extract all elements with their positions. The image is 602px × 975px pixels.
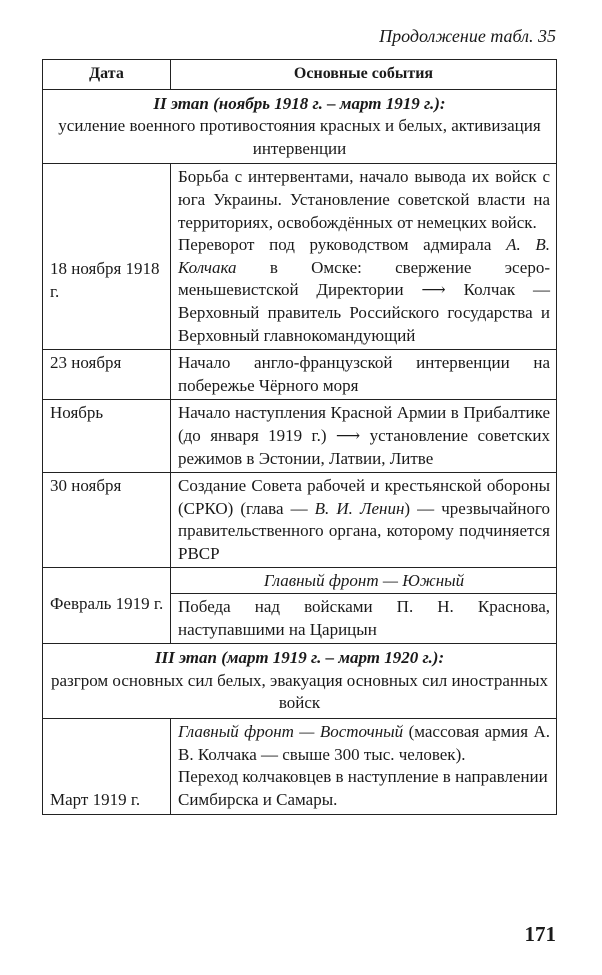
event-text: Борьба с интервентами, начало вывода их войск с юга Украины. Установление советской власти на территориях, освобождённых от немецких войск. bbox=[178, 167, 550, 232]
continuation-label: Продолжение табл. 35 bbox=[379, 26, 556, 46]
header-events: Основные события bbox=[171, 60, 557, 90]
table-row bbox=[43, 568, 557, 644]
events-table bbox=[42, 59, 557, 815]
table-row bbox=[43, 350, 557, 400]
event-cell: Начало наступления Красной Армии в Прибалтике (до января 1919 г.) ⟶ установление советских режимов в Эстонии, Латвии, Литве bbox=[171, 400, 557, 473]
date-cell: Ноябрь bbox=[43, 400, 171, 473]
text: в Омске: свержение эсеро-меньшевистской Директории ⟶ Колчак — Верховный правитель Российского государства и Верховный главнокомандующий bbox=[178, 257, 550, 345]
event-cell bbox=[171, 164, 557, 350]
date-text: Март 1919 г. bbox=[50, 790, 141, 810]
date-cell bbox=[43, 719, 171, 815]
date-text: 18 ноября 1918 г. bbox=[50, 259, 160, 301]
stage-subtitle: усиление военного противостояния красных и белых, активизация интервенции bbox=[58, 116, 541, 158]
text: Переворот под руководством адмирала bbox=[178, 235, 507, 255]
text: (массовая армия А. В. Колчака — свыше 300 тыс. человек). bbox=[178, 722, 550, 764]
page-number: 171 bbox=[524, 922, 556, 946]
date-cell: 23 ноября bbox=[43, 350, 171, 400]
person-name: В. И. Ленин bbox=[314, 498, 405, 518]
date-cell: 30 ноября bbox=[43, 473, 171, 568]
event-text bbox=[178, 234, 550, 347]
stage-row bbox=[43, 89, 557, 164]
text: Создание Совета рабочей и крестьянской обороны (СРКО) (глава — bbox=[178, 476, 550, 518]
event-text bbox=[178, 721, 550, 766]
table-row bbox=[43, 400, 557, 473]
table-header bbox=[43, 60, 557, 90]
event-cell bbox=[171, 568, 557, 644]
table-row bbox=[43, 164, 557, 350]
text: ) — чрезвычайного правительственного органа, которому подчиняется РВСР bbox=[178, 498, 551, 563]
stage-2-heading bbox=[43, 89, 557, 164]
event-text: Победа над войсками П. Н. Краснова, наступавшими на Царицын bbox=[171, 593, 556, 641]
event-cell bbox=[171, 473, 557, 568]
date-cell bbox=[43, 568, 171, 644]
event-text: Переход колчаковцев в наступление в направлении Симбирска и Самары. bbox=[178, 767, 548, 809]
stage-title: II этап (ноябрь 1918 г. – март 1919 г.): bbox=[153, 93, 446, 113]
person-name: А. В. Колчака bbox=[178, 235, 550, 277]
stage-subtitle: разгром основных сил белых, эвакуация основных сил иностранных войск bbox=[51, 670, 548, 713]
stage-title: III этап (март 1919 г. – март 1920 г.): bbox=[154, 648, 445, 668]
stage-row bbox=[43, 644, 557, 719]
event-cell bbox=[171, 719, 557, 815]
event-cell: Начало англо-французской интервенции на побережье Чёрного моря bbox=[171, 350, 557, 400]
date-text: Февраль 1919 г. bbox=[50, 594, 164, 614]
date-cell bbox=[43, 164, 171, 350]
header-date: Дата bbox=[43, 60, 171, 90]
table-row bbox=[43, 473, 557, 568]
front-subheading: Главный фронт — Южный bbox=[263, 571, 465, 591]
table-row bbox=[43, 719, 557, 815]
front-subheading: Главный фронт — Восточный bbox=[178, 722, 404, 742]
stage-3-heading bbox=[43, 644, 557, 719]
